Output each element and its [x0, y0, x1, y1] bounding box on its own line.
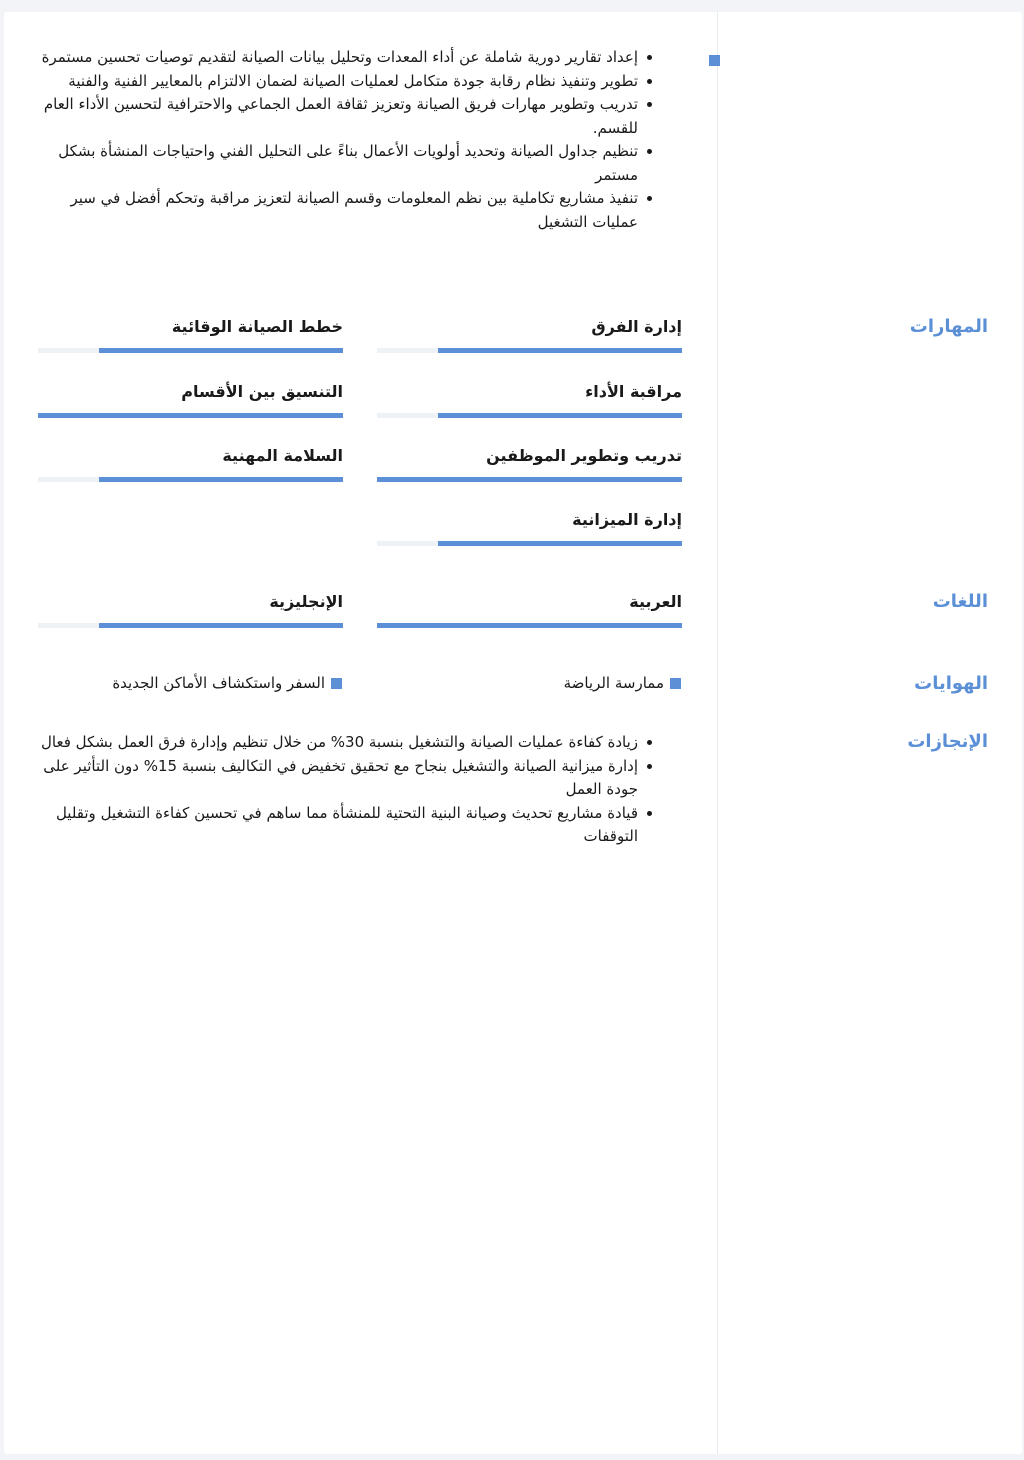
skill-name: التنسيق بين الأقسام: [181, 382, 343, 401]
skill-level-track: [377, 477, 682, 482]
experience-bullet: إعداد تقارير دورية شاملة عن أداء المعدات وتحليل بيانات الصيانة لتقديم توصيات تحسين مستمرة: [32, 46, 652, 70]
skill-level-track: [38, 413, 343, 418]
language-name: العربية: [629, 592, 682, 611]
experience-bullet: تنفيذ مشاريع تكاملية بين نظم المعلومات وقسم الصيانة لتعزيز مراقبة وتحكم أفضل في سير عمليات التشغيل: [32, 187, 652, 234]
experience-bullet: تدريب وتطوير مهارات فريق الصيانة وتعزيز ثقافة العمل الجماعي والاحترافية لتحسين الأداء العام للقسم.: [32, 93, 652, 140]
skill-name: إدارة الفرق: [591, 317, 682, 336]
achievements-title: الإنجازات: [907, 731, 988, 752]
experience-bullet: تنظيم جداول الصيانة وتحديد أولويات الأعمال بناءً على التحليل الفني واحتياجات المنشأة بشكل مستمر: [32, 140, 652, 187]
skill-item: [377, 507, 682, 546]
language-level-fill: [377, 623, 682, 628]
skill-level-fill: [438, 348, 682, 353]
hobby-item: [112, 674, 342, 692]
hobby-label: ممارسة الرياضة: [563, 674, 664, 692]
skill-level-track: [377, 541, 682, 546]
achievement-bullet: قيادة مشاريع تحديث وصيانة البنية التحتية للمنشأة مما ساهم في تحسين كفاءة التشغيل وتقليل التوقفات: [32, 802, 652, 849]
square-bullet-icon: [670, 678, 681, 689]
skill-level-track: [38, 348, 343, 353]
column-divider: [717, 12, 718, 1454]
achievement-bullet: زيادة كفاءة عمليات الصيانة والتشغيل بنسبة 30% من خلال تنظيم وإدارة فرق العمل بشكل فعال: [32, 731, 652, 755]
skill-level-fill: [99, 477, 343, 482]
achievement-bullets: [32, 731, 652, 849]
skill-item: [38, 443, 343, 482]
skill-item: [377, 314, 682, 353]
hobby-item: [564, 674, 681, 692]
section-marker: [709, 55, 720, 66]
language-item: [38, 589, 343, 628]
skill-name: تدريب وتطوير الموظفين: [486, 446, 682, 465]
achievement-bullet: إدارة ميزانية الصيانة والتشغيل بنجاح مع تحقيق تخفيض في التكاليف بنسبة 15% دون التأثير على جودة العمل: [32, 755, 652, 802]
skill-level-fill: [38, 413, 343, 418]
skill-level-track: [377, 413, 682, 418]
language-level-fill: [99, 623, 343, 628]
language-level-track: [377, 623, 682, 628]
skill-level-fill: [438, 413, 682, 418]
language-item: [377, 589, 682, 628]
skill-name: خطط الصيانة الوقائية: [171, 317, 343, 336]
skill-name: إدارة الميزانية: [572, 510, 682, 529]
skill-name: السلامة المهنية: [222, 446, 343, 465]
experience-bullet: تطوير وتنفيذ نظام رقابة جودة متكامل لعمليات الصيانة لضمان الالتزام بالمعايير الفنية والفنية: [32, 70, 652, 94]
skill-name: مراقبة الأداء: [585, 382, 682, 401]
square-bullet-icon: [331, 678, 342, 689]
skill-item: [38, 314, 343, 353]
skill-item: [38, 379, 343, 418]
resume-page: [4, 12, 1022, 1454]
hobby-label: السفر واستكشاف الأماكن الجديدة: [112, 674, 325, 692]
skill-level-fill: [99, 348, 343, 353]
skill-level-track: [377, 348, 682, 353]
language-name: الإنجليزية: [269, 592, 343, 611]
skill-item: [377, 379, 682, 418]
skill-item: [377, 443, 682, 482]
skills-title: المهارات: [909, 316, 988, 337]
skill-level-track: [38, 477, 343, 482]
languages-title: اللغات: [932, 591, 988, 612]
hobbies-title: الهوايات: [914, 673, 988, 694]
skill-level-fill: [438, 541, 682, 546]
skill-level-fill: [377, 477, 682, 482]
experience-bullets: [32, 46, 652, 234]
language-level-track: [38, 623, 343, 628]
